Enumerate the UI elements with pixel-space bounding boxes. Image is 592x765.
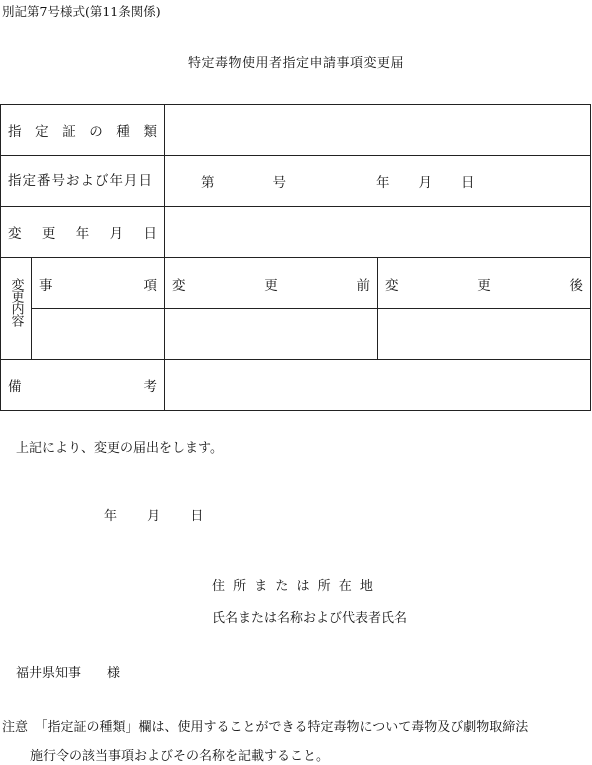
row-remarks xyxy=(1,360,591,411)
change-date-field[interactable] xyxy=(165,207,591,258)
change-content-label: 変更内容 xyxy=(1,258,32,360)
col-after-header: 変 更 後 xyxy=(378,258,591,309)
addressee: 福井県知事 様 xyxy=(16,666,121,681)
name-label: 氏名または名称および代表者氏名 xyxy=(212,611,408,626)
month-text: 月 xyxy=(418,175,432,191)
row-change-date xyxy=(1,207,591,258)
application-table xyxy=(0,104,591,411)
cert-type-field[interactable] xyxy=(165,105,591,156)
form-title: 特定毒物使用者指定申請事項変更届 xyxy=(187,56,404,71)
go-text: 号 xyxy=(272,175,286,191)
remarks-field[interactable] xyxy=(165,360,591,411)
item-field[interactable] xyxy=(32,309,165,360)
submission-date xyxy=(104,505,203,524)
cert-number-label: 指定番号および年月日 xyxy=(1,156,165,207)
col-before-header: 変 更 前 xyxy=(165,258,378,309)
statement-text: 上記により、変更の届出をします。 xyxy=(16,441,223,456)
address-label: 住 所 ま た は 所 在 地 xyxy=(212,579,373,594)
after-field[interactable] xyxy=(378,309,591,360)
row-change-values xyxy=(1,309,591,360)
row-cert-number xyxy=(1,156,591,207)
change-date-label: 変 更 年 月 日 xyxy=(1,207,165,258)
date-year: 年 xyxy=(104,509,118,524)
day-text: 日 xyxy=(461,175,475,191)
cert-number-field[interactable] xyxy=(165,156,591,207)
form-number: 別記第7号様式(第11条関係) xyxy=(2,4,161,19)
note-line-1: 注意 「指定証の種類」欄は、使用することができる特定毒物について毒物及び劇物取締法 xyxy=(2,720,529,735)
note-line-2: 施行令の該当事項およびその名称を記載すること。 xyxy=(30,749,330,764)
dai-text: 第 xyxy=(201,175,215,191)
col-item-header: 事 項 xyxy=(32,258,165,309)
date-month: 月 xyxy=(147,509,161,524)
cert-type-label: 指 定 証 の 種 類 xyxy=(1,105,165,156)
before-field[interactable] xyxy=(165,309,378,360)
remarks-label: 備 考 xyxy=(1,360,165,411)
row-cert-type xyxy=(1,105,591,156)
date-day: 日 xyxy=(190,509,204,524)
year-text: 年 xyxy=(376,175,390,191)
row-change-header xyxy=(1,258,591,309)
